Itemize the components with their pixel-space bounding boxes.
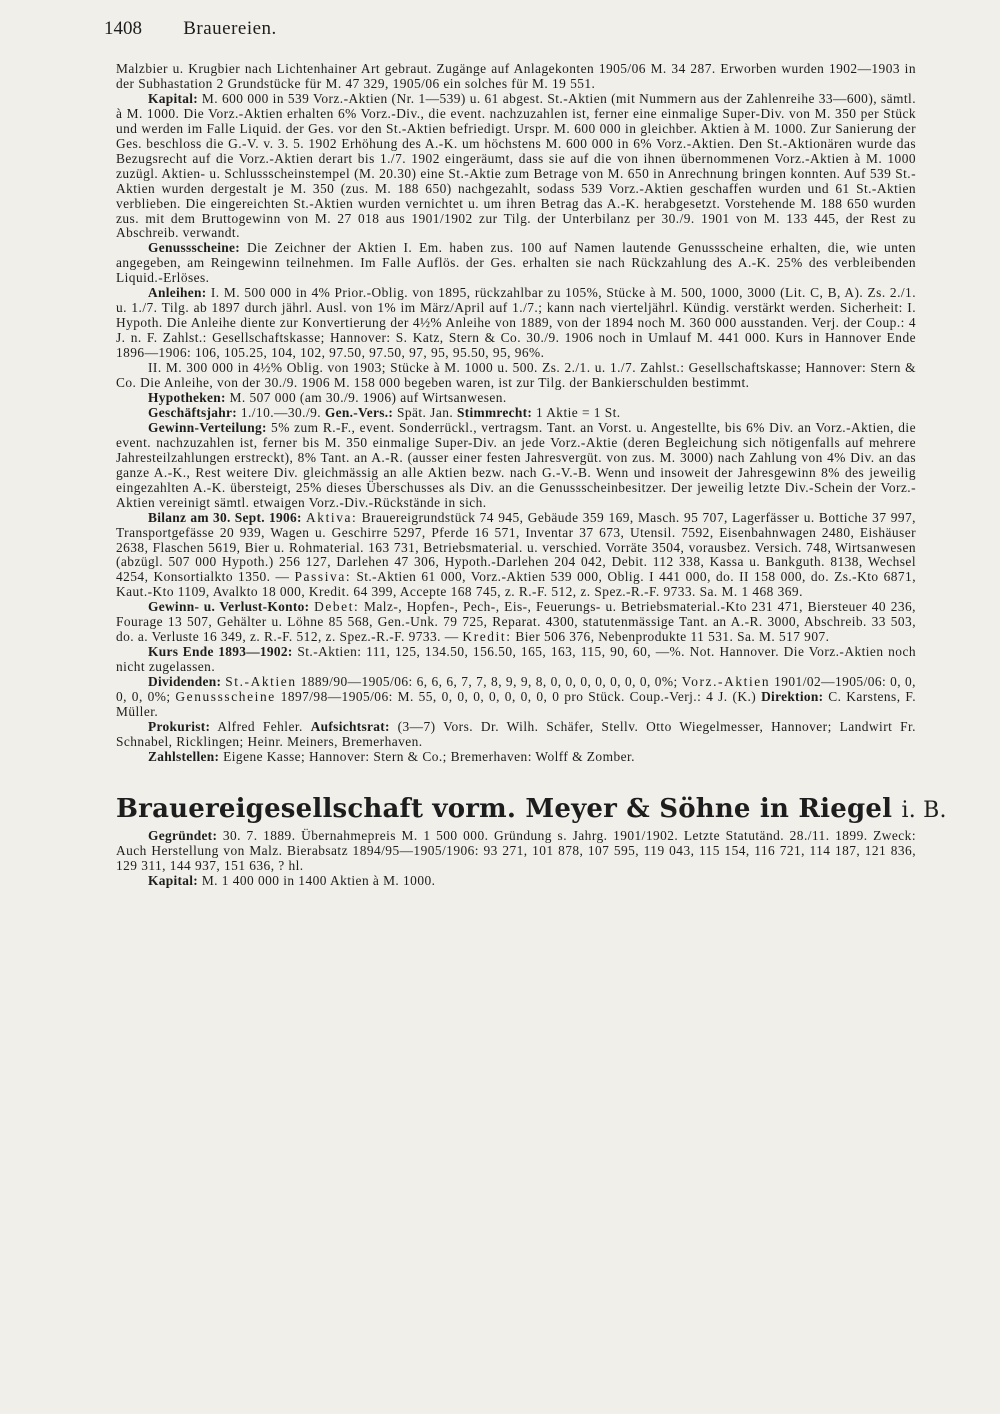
div-genuss-text: 1897/98—1905/06: M. 55, 0, 0, 0, 0, 0, 0, 0, 0 pro Stück. Coup.-Verj.: 4 J. (K.) — [280, 689, 757, 705]
kurs-text: St.-Aktien: 111, 125, 134.50, 156.50, 165, 163, 115, 90, 60, —%. Not. Hannover. Die Vorz.-Aktien noch nicht zugelassen. — [116, 644, 916, 675]
bilanz-label: Bilanz am 30. Sept. 1906: — [148, 509, 302, 525]
kredit-label: Kredit: — [462, 629, 512, 645]
geschaeftsjahr-paragraph — [116, 406, 916, 421]
company-name: Brauereigesellschaft vorm. Meyer & Söhne in Riegel — [116, 793, 893, 824]
debet-text: Malz-, Hopfen-, Pech-, Eis-, Feuerungs- u. Betriebsmaterial.-Kto 231 471, Biersteuer 40 236, Fourage 13 507, Gehälter u. Löhne 85 568, Gen.-Unk. 79 725, Reparat. 4300, statutenmässige Tant. an A.-R. 3000, Abschreib. 33 503, do. a. Verluste 16 349, z. R.-F. 512, z. Spez.-R.-F. 9733. — — [116, 599, 916, 645]
anleihen-label: Anleihen: — [148, 285, 207, 301]
kapital-text: M. 600 000 in 539 Vorz.-Aktien (Nr. 1—539) u. 61 abgest. St.-Aktien (mit Nummern aus der Zahlenreihe 33—600), sämtl. à M. 1000. Die Vorz.-Aktien erhalten 6% Vorz.-Div., die event. nachzuzahlen ist, ferner eine einmalige Super-Div. von M. 350 per Stück und werden im Falle Liquid. der Ges. vor den St.-Aktien befriedigt. Urspr. M. 600 000 in gleichber. Aktien à M. 1000. Zur Sanierung der Ges. beschloss die G.-V. v. 3. 5. 1902 Erhöhung des A.-K. um höchstens M. 600 000 in 6% Vorz.-Aktien. Den St.-Aktionären wurde das Bezugsrecht auf die Vorz.-Aktien derart bis 1./7. 1902 eingeräumt, dass sie auf die von ihnen übernommenen Vorz.-Aktien à M. 1000 zuzügl. Aktien- u. Schlussscheinstempel (M. 20.30) eine St.-Aktie zum Betrage von M. 650 in Anrechnung bringen konnten. Auf 539 St.-Aktien wurden dergestalt je M. 350 (zus. M. 188 650) nachgezahlt, sodass 539 Vorz.-Aktien geschaffen wurden und 61 St.-Aktien verblieben. Die eingereichten St.-Aktien wurden vernichtet u. um ihren Betrag das A.-K. herabgesetzt. Vorstehende M. 188 650 wurden zus. mit dem Bruttogewinn von M. 27 018 aus 1901/1902 zur Tilg. der Unterbilanz per 30./9. 1901 von M. 133 445, der Rest zu Abschreib. verwandt. — [116, 90, 916, 241]
passiva-label: Passiva: — [294, 569, 352, 585]
guv-label: Gewinn- u. Verlust-Konto: — [148, 599, 310, 615]
hypotheken-label: Hypotheken: — [148, 389, 226, 405]
aufsichtsrat-label: Aufsichtsrat: — [310, 718, 390, 734]
direktion-text: C. Karstens, F. Müller. — [116, 689, 916, 719]
anleihen-ii-text: II. M. 300 000 in 4½% Oblig. von 1903; Stücke à M. 1000 u. 500. Zs. 2./1. u. 1./7. Zahlst.: Gesellschaftskasse; Hannover: Stern & Co. Die Anleihe, von der 30./9. 1906 M. 158 000 begeben waren, ist zur Tilg. der Bankierschulden bestimmt. — [116, 360, 916, 391]
kapital2-label: Kapital: — [148, 872, 199, 888]
zahlstellen-paragraph — [116, 750, 916, 765]
anleihen-text: I. M. 500 000 in 4% Prior.-Oblig. von 1895, rückzahlbar zu 105%, Stücke à M. 500, 1000, 3000 (Lit. C, B, A). Zs. 2./1. u. 1./7. Tilg. ab 1897 durch jährl. Ausl. von 1% im März/April auf 1./7.; kann nach vierteljährl. Kündig. verstärkt werden. Sicherheit: I. Hypoth. Die Anleihe diente zur Konvertierung der 4½% Anleihe von 1889, von der 1894 noch M. 360 000 ausstanden. Verj. der Coup.: 4 J. n. F. Zahlst.: Gesellschaftskasse; Hannover: S. Katz, Stern & Co. 30./9. 1906 noch in Umlauf M. 441 000. Kurs in Hannover Ende 1896—1906: 106, 105.25, 104, 102, 97.50, 97.50, 97, 95, 95.50, 95, 96%. — [116, 285, 916, 361]
kapital2-text: M. 1 400 000 in 1400 Aktien à M. 1000. — [201, 872, 436, 888]
div-st-label: St.-Aktien — [225, 674, 297, 690]
anleihen-ii-paragraph — [116, 361, 916, 391]
gewinn-verteilung-text: 5% zum R.-F., event. Sonderrückl., vertragsm. Tant. an Vorst. u. Angestellte, bis 6% Div. an Vorz.-Aktien, die event. nachzuzahlen ist, ferner bis M. 350 einmalige Super-Div. an jede Vorz.-Aktie (deren Begleichung sich nötigenfalls auf mehrere Jahresteilzahlungen erstreckt), 8% Tant. an A.-R. (ausser einer festen Jahresvergüt. von zus. M. 3000) nach Zahlung von 4% Div. an das ganze A.-K., Rest weitere Div. gleichmässig an alle Aktien bezw. nach G.-V.-B. Wenn und insoweit der Jahresgewinn 8% des jeweilig eingezahlten A.-K. übersteigt, 25% dieses Überschusses als Div. an die Genussscheinbesitzer. Der jeweilig letzte Div.-Schein der Vorz.-Aktien vereinigt sämtl. etwaigen Vorz.-Div.-Rückstände in sich. — [116, 419, 916, 510]
aktiva-label: Aktiva: — [306, 509, 358, 525]
hypotheken-text: M. 507 000 (am 30./9. 1906) auf Wirtsanwesen. — [229, 389, 507, 405]
div-st-text: 1889/90—1905/06: 6, 6, 6, 7, 7, 8, 9, 9, 8, 0, 0, 0, 0, 0, 0, 0, 0%; — [300, 674, 678, 690]
kapital2-paragraph — [116, 874, 916, 889]
gegruendet-label: Gegründet: — [148, 827, 218, 843]
gewinn-verteilung-label: Gewinn-Verteilung: — [148, 419, 267, 435]
gewinn-verteilung-paragraph — [116, 421, 916, 511]
genussscheine-text: Die Zeichner der Aktien I. Em. haben zus. 100 auf Namen lautende Genussscheine erhalten, die, wie unten angegeben, am Reingewinn teilnehmen. Im Falle Auflös. der Ges. erhalten sie nach Rückzahlung des A.-K. 25% des verbleibenden Liquid.-Erlöses. — [116, 240, 916, 286]
section-previous-company — [116, 62, 916, 765]
kredit-text: Bier 506 376, Nebenprodukte 11 531. Sa. M. 517 907. — [515, 629, 830, 645]
stimmrecht-text: 1 Aktie = 1 St. — [535, 404, 621, 420]
div-vorz-label: Vorz.-Aktien — [681, 674, 771, 690]
debet-label: Debet: — [314, 599, 360, 615]
prokurist-paragraph — [116, 720, 916, 750]
bilanz-paragraph — [116, 511, 916, 601]
gen-vers-label: Gen.-Vers.: — [324, 404, 394, 420]
guv-paragraph — [116, 600, 916, 645]
genussscheine-label: Genussscheine: — [148, 240, 240, 256]
div-genuss-label: Genussscheine — [175, 689, 276, 705]
geschaeftsjahr-text: 1./10.—30./9. — [240, 404, 322, 420]
geschaeftsjahr-label: Geschäftsjahr: — [148, 404, 237, 420]
aufsichtsrat-text: (3—7) Vors. Dr. Wilh. Schäfer, Stellv. Otto Wiegelmesser, Hannover; Landwirt Fr. Schnabel, Ricklingen; Heinr. Meiners, Bremerhaven. — [116, 718, 916, 749]
anleihen-paragraph — [116, 286, 916, 361]
kurs-label: Kurs Ende 1893—1902: — [148, 644, 293, 660]
company-name-suffix: i. B. — [901, 797, 947, 823]
hypotheken-paragraph — [116, 391, 916, 406]
kapital-label: Kapital: — [148, 90, 199, 106]
gegruendet-text: 30. 7. 1889. Übernahmepreis M. 1 500 000. Gründung s. Jahrg. 1901/1902. Letzte Statutänd. 28./11. 1899. Zweck: Auch Herstellung von Malz. Bierabsatz 1894/95—1905/1906: 93 271, 101 878, 107 595, 119 043, 115 154, 116 721, 114 187, 121 836, 129 311, 144 937, 151 636, ? hl. — [116, 827, 916, 873]
prokurist-text: Alfred Fehler. — [217, 718, 303, 734]
passiva-text: St.-Aktien 61 000, Vorz.-Aktien 539 000, Oblig. I 441 000, do. II 158 000, do. Zs.-Kto 6871, Kaut.-Kto 1109, Avalkto 18 000, Kredit. 64 399, Accepte 168 745, z. R.-F. 512, z. Spez.-R.-F. 9733. Sa. M. 1 468 369. — [116, 569, 917, 600]
kurs-paragraph — [116, 645, 916, 675]
aktiva-text: Brauereigrundstück 74 945, Gebäude 359 169, Masch. 95 707, Lagerfässer u. Bottiche 37 997, Transportgefässe 20 939, Wagen u. Geschirre 5297, Pferde 16 571, Inventar 37 673, Utensil. 7592, Eisenbahnwagen 2480, Eishäuser 2638, Flaschen 5619, Bier u. Rohmaterial. 163 731, Betriebsmaterial. u. verschied. Vorräte 3504, vorausbez. Versich. 748, Wirtsanwesen (abzügl. 507 000 Hypoth.) 256 127, Darlehen 47 306, Hypoth.-Darlehen 204 042, Debit. 112 338, Kassa u. Bankguth. 8138, Wechsel 4254, Konsortialkto 1350. — — [116, 509, 916, 585]
intro-text: Malzbier u. Krugbier nach Lichtenhainer Art gebraut. Zugänge auf Anlagekonten 1905/06 M. 34 287. Erworben wurden 1902—1903 in der Subhastation 2 Grundstücke für M. 47 329, 1905/06 ein solches für M. 19 551. — [116, 61, 916, 91]
intro-paragraph — [116, 62, 916, 92]
section-meyer-soehne — [116, 829, 916, 889]
direktion-label: Direktion: — [761, 689, 824, 705]
company-title — [116, 793, 947, 827]
div-vorz-text: 1901/02—1905/06: 0, 0, 0, 0, 0%; — [116, 674, 916, 705]
page-number: 1408 — [104, 18, 142, 39]
kapital-paragraph — [116, 92, 916, 242]
dividenden-paragraph — [116, 675, 916, 720]
prokurist-label: Prokurist: — [148, 718, 211, 734]
dividenden-label: Dividenden: — [148, 674, 222, 690]
page-header — [104, 18, 916, 40]
gen-vers-text: Spät. Jan. — [396, 404, 454, 420]
gegruendet-paragraph — [116, 829, 916, 874]
zahlstellen-text: Eigene Kasse; Hannover: Stern & Co.; Bremerhaven: Wolff & Zomber. — [223, 748, 635, 764]
genussscheine-paragraph — [116, 241, 916, 286]
zahlstellen-label: Zahlstellen: — [148, 748, 220, 764]
stimmrecht-label: Stimmrecht: — [456, 404, 533, 420]
running-title: Brauereien. — [183, 18, 277, 39]
